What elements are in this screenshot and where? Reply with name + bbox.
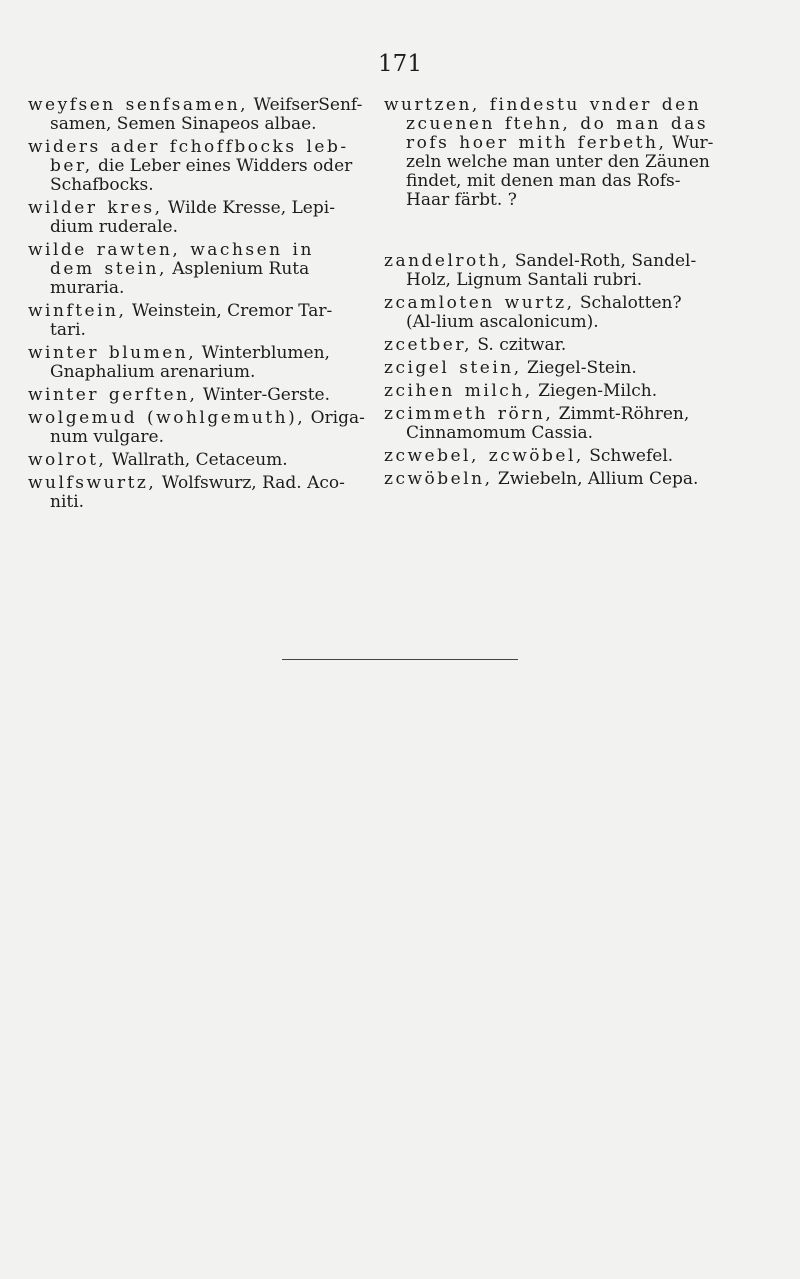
entry-headword: zcihen milch,: [384, 381, 533, 401]
glossary-entry: [28, 302, 365, 340]
entry-headword: wolgemud (wohlgemuth),: [28, 408, 306, 428]
glossary-entry: [384, 96, 714, 210]
entry-definition: Wur-zeln welche man unter den Zäunen findet, mit denen man das Rofs-Haar färbt. ?: [406, 133, 714, 210]
entry-headword: zcimmeth rörn,: [384, 404, 554, 424]
entry-headword: wolrot,: [28, 450, 107, 470]
right-column: [384, 96, 714, 493]
glossary-entry: [28, 409, 365, 447]
glossary-entry: [384, 336, 714, 355]
entry-definition: Sandel-Roth, Sandel-Holz, Lignum Santali rubri.: [406, 251, 697, 290]
glossary-entry: [28, 138, 365, 195]
glossary-entry: [28, 344, 365, 382]
entry-headword: widers ader fchoffbocks leb-ber,: [28, 137, 349, 176]
entry-headword: wilde rawten, wachsen in dem stein,: [28, 240, 314, 279]
entry-headword: zcamloten wurtz,: [384, 293, 575, 313]
entry-headword: zcetber,: [384, 335, 472, 355]
section-gap: [384, 214, 714, 252]
entry-headword: winftein,: [28, 301, 127, 321]
glossary-entry: [384, 294, 714, 332]
glossary-entry: [384, 359, 714, 378]
entry-definition: Asplenium Ruta muraria.: [50, 259, 310, 298]
entry-definition: Zimmt-Röhren, Cinnamomum Cassia.: [406, 404, 690, 443]
entry-definition: Wilde Kresse, Lepi-dium ruderale.: [50, 198, 335, 237]
entry-headword: weyfsen senfsamen,: [28, 95, 249, 115]
entry-definition: Winterblumen, Gnaphalium arenarium.: [50, 343, 330, 382]
entry-definition: Ziegel-Stein.: [527, 358, 637, 378]
entry-definition: Wallrath, Cetaceum.: [111, 450, 288, 470]
entry-headword: zcwebel, zcwöbel,: [384, 446, 584, 466]
glossary-entry: [28, 241, 365, 298]
entry-definition: Zwiebeln, Allium Cepa.: [497, 469, 699, 489]
entry-headword: zcwöbeln,: [384, 469, 493, 489]
entry-definition: Weinstein, Cremor Tar-tari.: [50, 301, 333, 340]
entry-definition: WeifserSenf-samen, Semen Sinapeos albae.: [50, 95, 363, 134]
page-number: 171: [378, 51, 422, 77]
entry-headword: zcigel stein,: [384, 358, 522, 378]
glossary-entry: [28, 199, 365, 237]
glossary-entry: [28, 386, 365, 405]
entry-headword: wurtzen, findestu vnder den zcuenen ftehn, do man das rofs hoer mith ferbeth,: [384, 95, 709, 153]
entry-definition: S. czitwar.: [477, 335, 567, 355]
entry-headword: zandelroth,: [384, 251, 510, 271]
entry-headword: wulfswurtz,: [28, 473, 157, 493]
glossary-entry: [384, 252, 714, 290]
entry-headword: winter gerften,: [28, 385, 198, 405]
glossary-entry: [28, 474, 365, 512]
entry-definition: Schalotten? (Al-lium ascalonicum).: [406, 293, 682, 332]
entry-definition: Winter-Gerste.: [202, 385, 330, 405]
glossary-entry: [28, 451, 365, 470]
entry-definition: Wolfswurz, Rad. Aco-niti.: [50, 473, 345, 512]
glossary-entry: [384, 470, 714, 489]
glossary-entry: [384, 447, 714, 466]
entry-definition: Schwefel.: [589, 446, 674, 466]
left-column: [28, 96, 365, 516]
entry-headword: winter blumen,: [28, 343, 197, 363]
entry-definition: Origa-num vulgare.: [50, 408, 365, 447]
entry-definition: die Leber eines Widders oder Schafbocks.: [50, 156, 353, 195]
bottom-rule: [282, 659, 518, 660]
glossary-entry: [384, 405, 714, 443]
glossary-entry: [384, 382, 714, 401]
glossary-entry: [28, 96, 365, 134]
entry-definition: Ziegen-Milch.: [538, 381, 658, 401]
entry-headword: wilder kres,: [28, 198, 163, 218]
